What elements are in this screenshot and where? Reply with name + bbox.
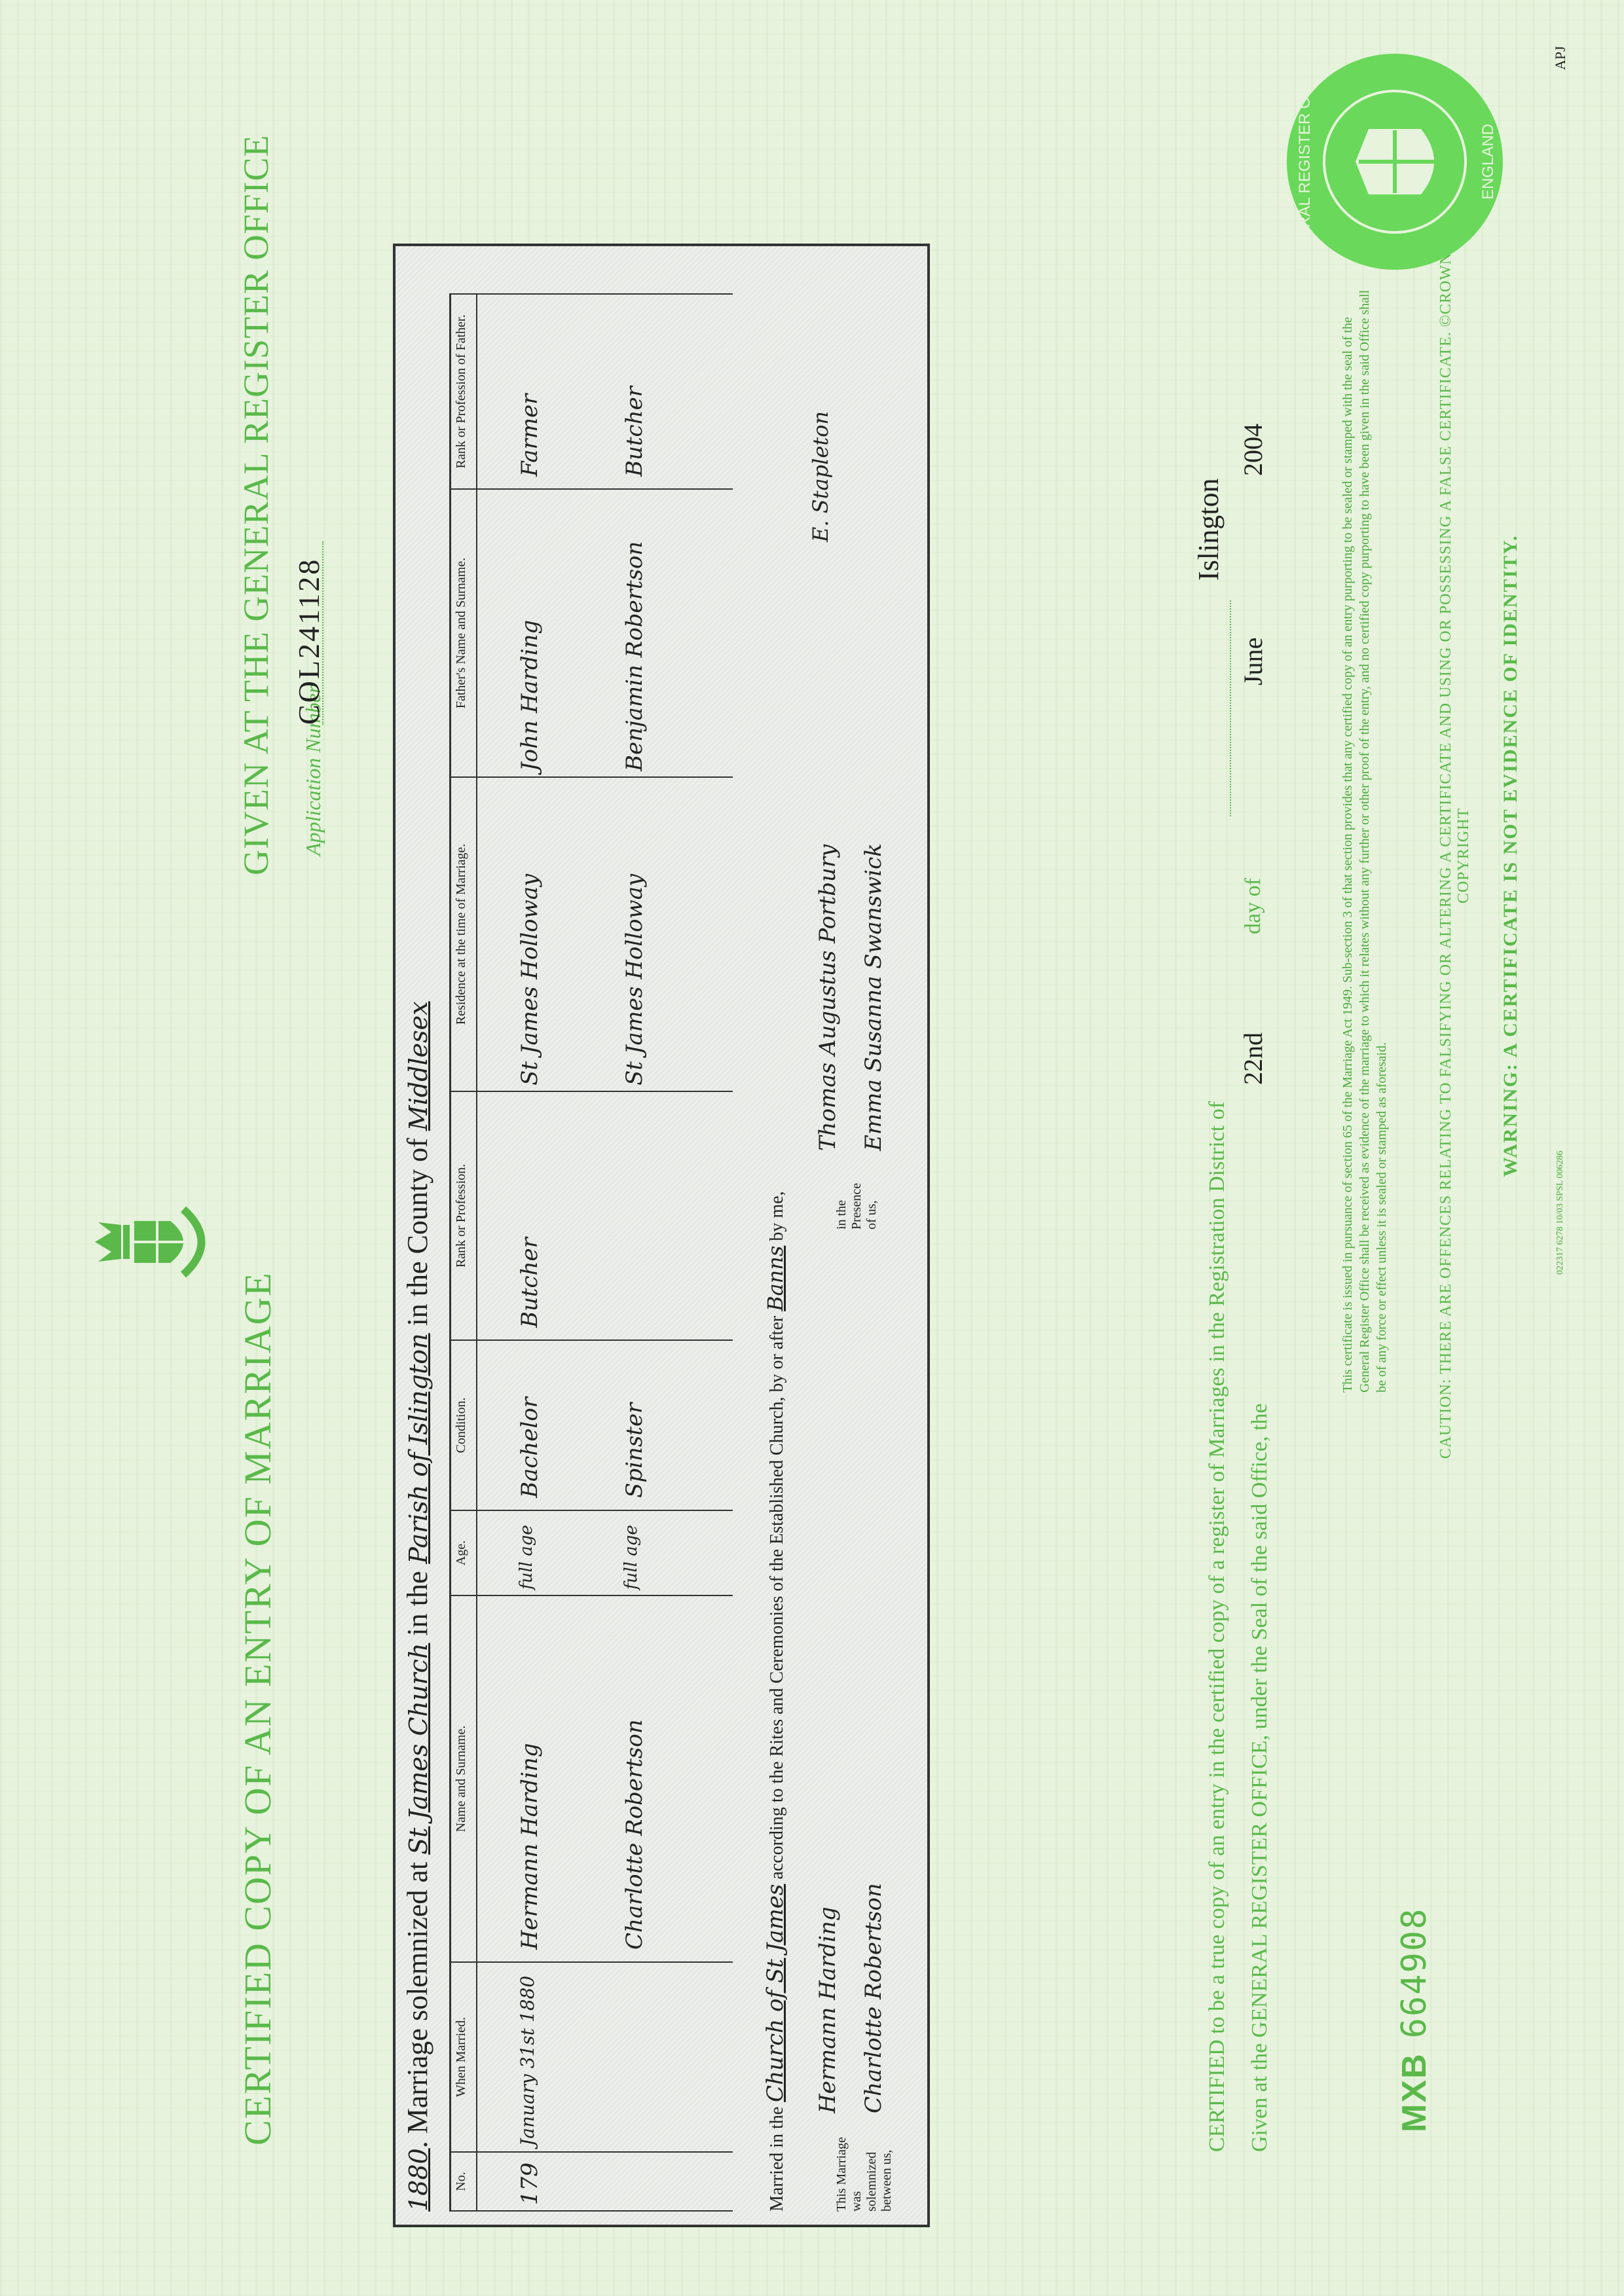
royal-crest-icon [85,1196,216,1288]
column-header: No. [451,2153,477,2210]
given-at-heading: GIVEN AT THE GENERAL REGISTER OFFICE [236,134,276,875]
presence-label: in the Presence of us, [834,1182,879,1230]
bride-age: full age [621,1525,641,1590]
groom-condition: Bachelor [517,1397,543,1498]
given-text: Given at the GENERAL REGISTER OFFICE, under the Seal of the said Office, the [1247,1403,1272,2152]
seal-caption: ENGLAND [1479,123,1497,200]
column-father [451,490,733,778]
column-residence [451,778,733,1092]
bride-signature: Charlotte Robertson [860,1883,887,2113]
column-header: When Married. [451,1963,477,2151]
column-header: Residence at the time of Marriage. [451,778,477,1091]
registration-district: Islington [1192,478,1225,581]
general-register-office-seal-icon [1283,50,1506,273]
groom-father: John Harding [517,619,543,771]
print-code: 022317 6278 10/03 SPSL 006286 [1555,1150,1565,1275]
register-heading: 1880. Marriage solemnized at St James Church in the Parish of Islington in the County of Middlesex [401,1001,434,2212]
or-after-label: or after [767,1315,787,1370]
solemnized-between-label: This Marriage was solemnized between us, [834,2137,894,2212]
serial-prefix: MXB [1395,2052,1433,2132]
when-married: January 31st 1880 [517,1975,538,2146]
certificate-serial [1395,1908,1434,2132]
rites-text: according to the Rites and Ceremonies of the Established Church, by [767,1374,787,1880]
column-header: Age. [451,1511,477,1595]
column-header: Rank or Profession. [451,1092,477,1339]
column-age [451,1511,733,1596]
groom-age: full age [517,1525,536,1590]
in-the-label: in the [401,1571,434,1636]
witness-1-signature: Thomas Augustus Portbury [815,844,841,1151]
bride-condition: Spinster [621,1402,648,1498]
register-columns [449,293,733,2212]
certificate-title: CERTIFIED COPY OF AN ENTRY OF MARRIAGE [236,1271,279,2145]
groom-rank: Butcher [517,1237,543,1328]
banns: Banns [763,1245,788,1311]
column-header: Condition. [451,1341,477,1510]
groom-signature: Hermann Harding [815,1906,841,2113]
entry-number: 179 [517,2162,543,2205]
day-of-label: day of [1241,878,1265,934]
column-condition [451,1341,733,1511]
married-in-line [762,1191,788,2212]
county-label: in the County of [401,1138,434,1326]
groom-residence: St James Holloway [517,873,543,1085]
column-father-rank [451,293,733,490]
marriage-parish: Parish of Islington [404,1333,433,1564]
issue-month: June [1238,637,1268,685]
seal-caption: GENERAL REGISTER OFFICE [1296,51,1314,272]
column-rank [451,1092,733,1341]
marriage-place: St James Church [404,1643,433,1855]
application-number: COL241128 [292,557,325,725]
register-year: 1880 [404,2148,433,2212]
bride-name: Charlotte Robertson [621,1719,648,1950]
by-me-label: by me, [767,1191,787,1241]
witness-2-signature: Emma Susanna Swanswick [860,843,887,1151]
bride-father: Benjamin Robertson [621,541,648,771]
marriage-solemnized-label: Marriage solemnized at [401,1861,434,2134]
bride-father-rank: Butcher [621,386,648,477]
serial-number: 664908 [1395,1907,1434,2039]
marriage-county: Middlesex [404,1001,433,1131]
column-no [451,2153,733,2212]
identity-warning: WARNING: A CERTIFICATE IS NOT EVIDENCE OF IDENTITY. [1500,534,1521,1177]
column-header: Rank or Profession of Father. [451,295,477,488]
groom-name: Hermann Harding [517,1743,543,1950]
column-header: Father's Name and Surname. [451,490,477,776]
bride-residence: St James Holloway [621,873,648,1085]
officiant-signature: E. Stapleton [808,411,833,542]
district-line [1230,600,1231,816]
column-when-married [451,1963,733,2153]
married-in-church: Church of St James [762,1884,788,2102]
certified-text: CERTIFIED to be a true copy of an entry in the certified copy of a register of Marriages in the Registration District of [1205,1101,1229,2152]
married-in-label: Married in the [767,2106,787,2212]
caution-notice: CAUTION: THERE ARE OFFENCES RELATING TO FALSIFYING OR ALTERING A CERTIFICATE AND USING OR POSSESSING A FALSE CERTIFICATE. ©CROWN COPYRIGHT [1437,252,1472,1459]
register-entry [393,244,930,2227]
column-name [451,1596,733,1963]
application-number-label: Application Number [301,685,325,856]
groom-father-rank: Farmer [517,393,543,477]
issue-day: 22nd [1238,1032,1268,1085]
issue-year: 2004 [1238,424,1268,476]
statutory-small-print: This certificate is issued in pursuance of section 65 of the Marriage Act 1949. Sub-section 3 of that section provides that any certified copy of an entry purporting to be sealed or stamped with the seal of the General Register Office shall be received as evidence of the marriage to which it relates without any further or other proof of the entry, and no certified copy purporting to have been given in the said Office shall be of any force or effect unless it is sealed or stamped as aforesaid. [1340,289,1389,1393]
column-header: Name and Surname. [451,1596,477,1961]
given-under-seal-text [1247,1404,1272,2153]
clerk-initials: APJ [1552,46,1568,70]
